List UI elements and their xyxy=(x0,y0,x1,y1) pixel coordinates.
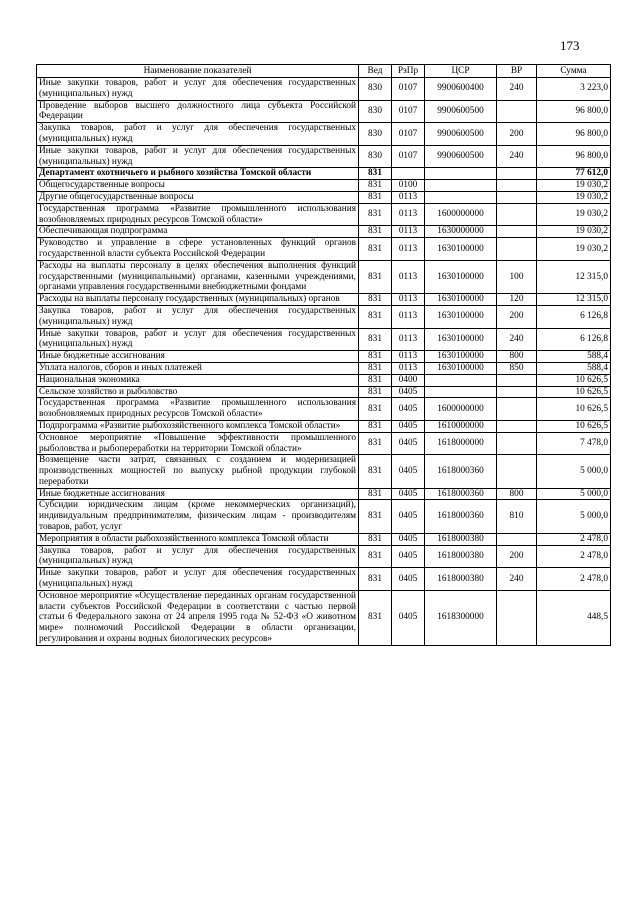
cell-vr xyxy=(497,203,537,226)
table-row xyxy=(37,226,611,238)
table-row xyxy=(37,100,611,123)
cell-sum: 10 626,5 xyxy=(537,374,611,386)
cell-rzpr: 0107 xyxy=(392,78,425,101)
table-row xyxy=(37,533,611,545)
cell-rzpr: 0113 xyxy=(392,362,425,374)
cell-csr: 1630100000 xyxy=(425,238,497,261)
cell-csr: 1630100000 xyxy=(425,305,497,328)
cell-name: Государственная программа «Развитие промышленного использования возобновляемых природных ресурсов Томской области» xyxy=(37,203,359,226)
cell-rzpr: 0405 xyxy=(392,568,425,591)
cell-ved: 831 xyxy=(359,168,392,180)
cell-rzpr: 0405 xyxy=(392,420,425,432)
cell-name: Государственная программа «Развитие промышленного использования возобновляемых природных ресурсов Томской области» xyxy=(37,398,359,421)
cell-sum: 77 612,0 xyxy=(537,168,611,180)
cell-ved: 831 xyxy=(359,545,392,568)
cell-ved: 831 xyxy=(359,533,392,545)
cell-vr xyxy=(497,168,537,180)
table-header-row xyxy=(37,65,611,78)
cell-vr: 200 xyxy=(497,545,537,568)
cell-csr: 9900600500 xyxy=(425,100,497,123)
cell-sum: 19 030,2 xyxy=(537,191,611,203)
cell-name: Департамент охотничьего и рыбного хозяйства Томской области xyxy=(37,168,359,180)
table-row xyxy=(37,590,611,645)
cell-vr: 800 xyxy=(497,351,537,363)
cell-csr: 1618000380 xyxy=(425,533,497,545)
table-row xyxy=(37,180,611,192)
table-row xyxy=(37,420,611,432)
cell-ved: 831 xyxy=(359,455,392,488)
cell-name: Закупка товаров, работ и услуг для обеспечения государственных (муниципальных) нужд xyxy=(37,123,359,146)
cell-csr: 1618000360 xyxy=(425,488,497,500)
cell-rzpr: 0405 xyxy=(392,590,425,645)
cell-csr: 1630100000 xyxy=(425,328,497,351)
table-row xyxy=(37,545,611,568)
cell-vr: 240 xyxy=(497,145,537,168)
cell-rzpr: 0113 xyxy=(392,238,425,261)
cell-vr xyxy=(497,191,537,203)
cell-ved: 831 xyxy=(359,351,392,363)
cell-name: Уплата налогов, сборов и иных платежей xyxy=(37,362,359,374)
cell-vr: 850 xyxy=(497,362,537,374)
cell-rzpr: 0405 xyxy=(392,398,425,421)
cell-csr xyxy=(425,374,497,386)
table-row xyxy=(37,328,611,351)
cell-rzpr: 0107 xyxy=(392,100,425,123)
cell-sum: 96 800,0 xyxy=(537,145,611,168)
cell-sum: 19 030,2 xyxy=(537,180,611,192)
cell-name: Иные закупки товаров, работ и услуг для обеспечения государственных (муниципальных) нужд xyxy=(37,328,359,351)
cell-name: Общегосударственные вопросы xyxy=(37,180,359,192)
cell-sum: 19 030,2 xyxy=(537,203,611,226)
cell-ved: 831 xyxy=(359,432,392,455)
cell-vr xyxy=(497,238,537,261)
cell-vr xyxy=(497,398,537,421)
table-row xyxy=(37,305,611,328)
cell-vr: 240 xyxy=(497,328,537,351)
cell-ved: 831 xyxy=(359,260,392,293)
cell-ved: 831 xyxy=(359,398,392,421)
cell-sum: 588,4 xyxy=(537,351,611,363)
cell-sum: 2 478,0 xyxy=(537,568,611,591)
table-row xyxy=(37,145,611,168)
cell-name: Руководство и управление в сфере установленных функций органов государственной власти субъекта Российской Федерации xyxy=(37,238,359,261)
cell-ved: 831 xyxy=(359,500,392,533)
cell-rzpr: 0405 xyxy=(392,432,425,455)
cell-ved: 831 xyxy=(359,420,392,432)
cell-vr xyxy=(497,432,537,455)
cell-csr xyxy=(425,180,497,192)
cell-ved: 831 xyxy=(359,374,392,386)
cell-vr: 200 xyxy=(497,305,537,328)
cell-csr xyxy=(425,191,497,203)
cell-csr: 1618000360 xyxy=(425,455,497,488)
cell-rzpr: 0113 xyxy=(392,191,425,203)
cell-ved: 831 xyxy=(359,362,392,374)
cell-name: Основное мероприятие «Осуществление переданных органам государственной власти субъектов Российской Федерации в соответствии с частью первой статьи 6 Федерального закона от 24 апреля 1995 года № 52-ФЗ «О животном мире» полномочий Российской Федерации в области организации, регулирования и охраны водных биологических ресурсов» xyxy=(37,590,359,645)
cell-sum: 7 478,0 xyxy=(537,432,611,455)
cell-csr: 1618000380 xyxy=(425,545,497,568)
cell-vr: 240 xyxy=(497,568,537,591)
cell-csr: 1600000000 xyxy=(425,203,497,226)
cell-csr: 1630100000 xyxy=(425,362,497,374)
cell-ved: 830 xyxy=(359,78,392,101)
cell-vr xyxy=(497,374,537,386)
cell-vr: 120 xyxy=(497,294,537,306)
cell-ved: 831 xyxy=(359,238,392,261)
cell-vr xyxy=(497,100,537,123)
table-row xyxy=(37,294,611,306)
cell-rzpr: 0405 xyxy=(392,533,425,545)
cell-vr: 810 xyxy=(497,500,537,533)
cell-rzpr xyxy=(392,168,425,180)
cell-sum: 10 626,5 xyxy=(537,386,611,398)
table-row xyxy=(37,238,611,261)
cell-csr: 1630100000 xyxy=(425,260,497,293)
cell-sum: 10 626,5 xyxy=(537,420,611,432)
cell-ved: 831 xyxy=(359,488,392,500)
cell-ved: 831 xyxy=(359,226,392,238)
header-name: Наименование показателей xyxy=(37,65,359,78)
cell-ved: 831 xyxy=(359,328,392,351)
cell-vr xyxy=(497,420,537,432)
cell-csr: 1630100000 xyxy=(425,351,497,363)
cell-vr: 100 xyxy=(497,260,537,293)
table-row xyxy=(37,488,611,500)
cell-vr xyxy=(497,590,537,645)
table-row xyxy=(37,500,611,533)
cell-name: Национальная экономика xyxy=(37,374,359,386)
cell-sum: 5 000,0 xyxy=(537,500,611,533)
cell-ved: 831 xyxy=(359,180,392,192)
cell-vr: 200 xyxy=(497,123,537,146)
cell-rzpr: 0405 xyxy=(392,386,425,398)
table-row xyxy=(37,168,611,180)
cell-rzpr: 0113 xyxy=(392,203,425,226)
cell-csr: 1618300000 xyxy=(425,590,497,645)
cell-sum: 448,5 xyxy=(537,590,611,645)
cell-sum: 6 126,8 xyxy=(537,328,611,351)
cell-ved: 831 xyxy=(359,191,392,203)
table-row xyxy=(37,568,611,591)
cell-vr xyxy=(497,533,537,545)
cell-rzpr: 0107 xyxy=(392,145,425,168)
cell-rzpr: 0100 xyxy=(392,180,425,192)
cell-rzpr: 0113 xyxy=(392,260,425,293)
cell-name: Возмещение части затрат, связанных с созданием и модернизацией производственных мощностей по выпуску рыбной продукции глубокой переработки xyxy=(37,455,359,488)
cell-csr: 9900600500 xyxy=(425,123,497,146)
cell-sum: 96 800,0 xyxy=(537,100,611,123)
cell-sum: 19 030,2 xyxy=(537,238,611,261)
cell-vr xyxy=(497,386,537,398)
table-row xyxy=(37,123,611,146)
table-row xyxy=(37,78,611,101)
table-row xyxy=(37,351,611,363)
cell-name: Расходы на выплаты персоналу государственных (муниципальных) органов xyxy=(37,294,359,306)
cell-csr: 9900600500 xyxy=(425,145,497,168)
cell-rzpr: 0113 xyxy=(392,328,425,351)
cell-sum: 19 030,2 xyxy=(537,226,611,238)
cell-rzpr: 0405 xyxy=(392,545,425,568)
cell-csr: 1610000000 xyxy=(425,420,497,432)
cell-name: Иные бюджетные ассигнования xyxy=(37,488,359,500)
cell-sum: 10 626,5 xyxy=(537,398,611,421)
cell-ved: 831 xyxy=(359,590,392,645)
cell-rzpr: 0107 xyxy=(392,123,425,146)
page-number: 173 xyxy=(560,38,580,53)
table-row xyxy=(37,374,611,386)
cell-ved: 830 xyxy=(359,100,392,123)
cell-csr: 9900600400 xyxy=(425,78,497,101)
cell-rzpr: 0405 xyxy=(392,500,425,533)
cell-rzpr: 0113 xyxy=(392,351,425,363)
header-ved: Вед xyxy=(359,65,392,78)
cell-name: Обеспечивающая подпрограмма xyxy=(37,226,359,238)
header-rzpr: РзПр xyxy=(392,65,425,78)
cell-sum: 588,4 xyxy=(537,362,611,374)
cell-ved: 831 xyxy=(359,203,392,226)
cell-ved: 831 xyxy=(359,305,392,328)
cell-name: Сельское хозяйство и рыболовство xyxy=(37,386,359,398)
cell-sum: 2 478,0 xyxy=(537,545,611,568)
cell-csr: 1630000000 xyxy=(425,226,497,238)
cell-csr: 1618000000 xyxy=(425,432,497,455)
cell-sum: 6 126,8 xyxy=(537,305,611,328)
header-csr: ЦСР xyxy=(425,65,497,78)
cell-name: Иные закупки товаров, работ и услуг для обеспечения государственных (муниципальных) нужд xyxy=(37,78,359,101)
cell-rzpr: 0113 xyxy=(392,294,425,306)
cell-vr xyxy=(497,226,537,238)
table-row xyxy=(37,386,611,398)
cell-csr: 1600000000 xyxy=(425,398,497,421)
cell-name: Закупка товаров, работ и услуг для обеспечения государственных (муниципальных) нужд xyxy=(37,305,359,328)
table-row xyxy=(37,432,611,455)
cell-sum: 12 315,0 xyxy=(537,294,611,306)
table-row xyxy=(37,203,611,226)
table-row xyxy=(37,455,611,488)
cell-ved: 831 xyxy=(359,294,392,306)
cell-vr: 800 xyxy=(497,488,537,500)
cell-name: Закупка товаров, работ и услуг для обеспечения государственных (муниципальных) нужд xyxy=(37,545,359,568)
cell-vr xyxy=(497,180,537,192)
cell-csr: 1630100000 xyxy=(425,294,497,306)
cell-rzpr: 0113 xyxy=(392,226,425,238)
table-row xyxy=(37,362,611,374)
cell-vr xyxy=(497,455,537,488)
cell-csr xyxy=(425,386,497,398)
cell-sum: 12 315,0 xyxy=(537,260,611,293)
cell-sum: 3 223,0 xyxy=(537,78,611,101)
cell-csr xyxy=(425,168,497,180)
header-vr: ВР xyxy=(497,65,537,78)
cell-ved: 831 xyxy=(359,568,392,591)
cell-sum: 5 000,0 xyxy=(537,488,611,500)
cell-name: Подпрограмма «Развитие рыбохозяйственного комплекса Томской области» xyxy=(37,420,359,432)
table-row xyxy=(37,398,611,421)
cell-name: Основное мероприятие «Повышение эффективности промышленного рыболовства и рыбопереработки на территории Томской области» xyxy=(37,432,359,455)
cell-name: Субсидии юридическим лицам (кроме некоммерческих организаций), индивидуальным предпринимателям, физическим лицам - производителям товаров, работ, услуг xyxy=(37,500,359,533)
cell-csr: 1618000360 xyxy=(425,500,497,533)
cell-ved: 831 xyxy=(359,386,392,398)
cell-name: Проведение выборов высшего должностного лица субъекта Российской Федерации xyxy=(37,100,359,123)
table-row xyxy=(37,191,611,203)
cell-vr: 240 xyxy=(497,78,537,101)
cell-ved: 830 xyxy=(359,123,392,146)
cell-name: Мероприятия в области рыбохозяйственного комплекса Томской области xyxy=(37,533,359,545)
cell-ved: 830 xyxy=(359,145,392,168)
cell-name: Иные бюджетные ассигнования xyxy=(37,351,359,363)
cell-csr: 1618000380 xyxy=(425,568,497,591)
cell-rzpr: 0405 xyxy=(392,455,425,488)
cell-name: Иные закупки товаров, работ и услуг для обеспечения государственных (муниципальных) нужд xyxy=(37,145,359,168)
cell-name: Иные закупки товаров, работ и услуг для обеспечения государственных (муниципальных) нужд xyxy=(37,568,359,591)
cell-name: Расходы на выплаты персоналу в целях обеспечения выполнения функций государственными (муниципальными) органами, казенными учреждениями, органами управления государственными внебюджетными фондами xyxy=(37,260,359,293)
cell-sum: 2 478,0 xyxy=(537,533,611,545)
cell-sum: 5 000,0 xyxy=(537,455,611,488)
cell-rzpr: 0405 xyxy=(392,488,425,500)
cell-rzpr: 0400 xyxy=(392,374,425,386)
cell-name: Другие общегосударственные вопросы xyxy=(37,191,359,203)
table-row xyxy=(37,260,611,293)
cell-rzpr: 0113 xyxy=(392,305,425,328)
header-sum: Сумма xyxy=(537,65,611,78)
cell-sum: 96 800,0 xyxy=(537,123,611,146)
budget-table xyxy=(36,64,611,646)
